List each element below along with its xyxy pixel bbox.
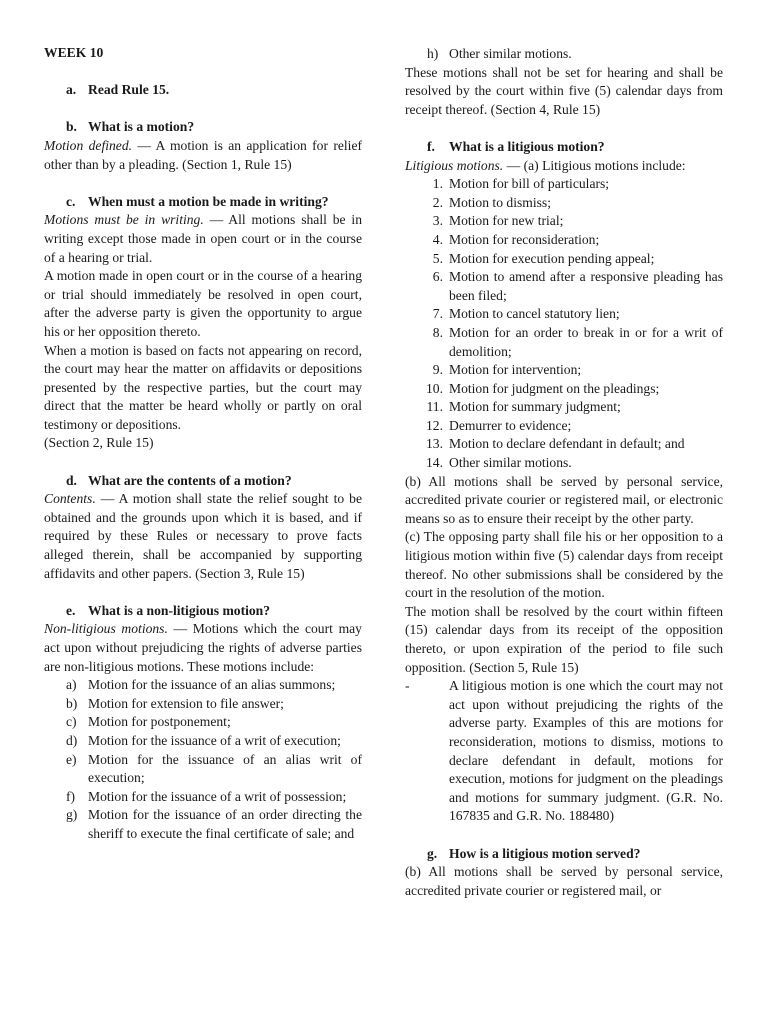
section-letter: a.	[66, 82, 77, 98]
list-item: d) Motion for the issuance of a writ of execution;	[66, 732, 341, 748]
section-a-heading	[66, 81, 362, 100]
dash-marker: -	[405, 678, 410, 694]
list-item: 11. Motion for summary judgment;	[426, 399, 621, 415]
paragraph-text: — A motion is an application for relief other than by a pleading. (Section 1, Rule 15)	[44, 137, 363, 172]
section-letter: f.	[427, 138, 435, 154]
list-item: g) Motion for the issuance of an order directing the sheriff to execute the final certificate of sale; and	[66, 807, 362, 841]
paragraph-text: — All motions shall be in writing except those made in open court or in the course of a hearing or trial.	[44, 212, 362, 265]
section-heading-text: How is a litigious motion served?	[449, 845, 641, 861]
list-item: a) Motion for the issuance of an alias summons;	[66, 677, 336, 693]
section-heading-text: What is a litigious motion?	[449, 138, 605, 154]
right-column	[405, 45, 723, 900]
paragraph-text: — (a) Litigious motions include:	[503, 157, 686, 173]
section-g-heading	[427, 845, 723, 864]
list-item: f) Motion for the issuance of a writ of possession;	[66, 788, 347, 804]
list-item: 1. Motion for bill of particulars;	[432, 176, 610, 192]
left-column	[44, 44, 362, 844]
list-item: 2. Motion to dismiss;	[432, 194, 551, 210]
list-item: 8. Motion for an order to break in or for a writ of demolition;	[432, 324, 723, 359]
list-item: h) Other similar motions.	[427, 46, 572, 61]
list-item: 9. Motion for intervention;	[432, 362, 582, 378]
note-text: A litigious motion is one which the court may not act upon without prejudicing the rights of the adverse party. Examples of this are motions for reconsideration, motions to dismiss, motions to declare defendant in default, motions for execution, motions for judgment on the pleadings and motions for summary judgment. (G.R. No. 167835 and G.R. No. 188480)	[449, 678, 723, 824]
section-b-paragraph	[44, 137, 362, 174]
section-e-paragraph	[44, 620, 362, 676]
section-letter: c.	[66, 193, 76, 209]
section-f-paragraph	[405, 157, 723, 176]
section-e-closing-paragraph: These motions shall not be set for hearing and shall be resolved by the court within five (5) calendar days from receipt thereof. (Section 4, Rule 15)	[405, 64, 723, 117]
section-c-paragraph-3: When a motion is based on facts not appearing on record, the court may hear the matter on affidavits or depositions presented by the respective parties, but the court may direct that the matter be heard wholly or partly on oral testimony or depositions.	[44, 342, 362, 432]
section-d-heading	[66, 472, 362, 491]
list-item: 13. Motion to declare defendant in default; and	[426, 436, 685, 452]
section-f-heading	[427, 138, 723, 157]
section-letter: g.	[427, 845, 438, 861]
list-item: c) Motion for postponement;	[66, 714, 231, 730]
defined-term: Contents.	[44, 491, 96, 507]
section-d-paragraph	[44, 490, 362, 583]
list-item: b) Motion for extension to file answer;	[66, 695, 284, 711]
list-item: 3. Motion for new trial;	[432, 213, 564, 229]
list-item: 10. Motion for judgment on the pleadings;	[426, 380, 660, 396]
section-f-paragraph-c: (c) The opposing party shall file his or her opposition to a litigious motion within five (5) calendar days from receipt thereof. No other submissions shall be considered by the court in the resolution of the motion.	[405, 529, 723, 601]
defined-term: Litigious motions.	[405, 157, 504, 173]
non-litigious-list-continued	[405, 45, 723, 64]
paragraph-text: — A motion shall state the relief sought to be obtained and the grounds upon which it is based, and if required by these Rules or necessary to prove facts alleged therein, shall be accompanied by supporting affidavits and other papers. (Section 3, Rule 15)	[44, 491, 362, 581]
non-litigious-list	[44, 676, 362, 843]
defined-term: Motions must be in writing.	[44, 212, 204, 228]
list-item: 14. Other similar motions.	[426, 455, 572, 471]
section-c-paragraph-2: A motion made in open court or in the course of a hearing or trial should immediately be resolved in open court, after the adverse party is given the opportunity to argue his or her opposition thereto.	[44, 268, 362, 339]
defined-term: Motion defined.	[44, 137, 133, 153]
list-item: 4. Motion for reconsideration;	[432, 231, 600, 247]
section-c-paragraph-1	[44, 211, 362, 267]
section-heading-text: When must a motion be made in writing?	[88, 193, 329, 209]
list-item: 7. Motion to cancel statutory lien;	[432, 306, 620, 322]
section-heading-text: What is a motion?	[88, 119, 195, 135]
section-g-paragraph: (b) All motions shall be served by personal service, accredited private courier or registered mail, or	[405, 864, 723, 898]
section-heading-text: Read Rule 15.	[88, 82, 170, 98]
note-item	[405, 677, 723, 826]
paragraph-text: — Motions which the court may act upon without prejudicing the rights of adverse parties are non-litigious motions. These motions include:	[44, 621, 362, 674]
section-f-paragraph-b: (b) All motions shall be served by personal service, accredited private courier or registered mail, or electronic means so as to ensure their receipt by the other party.	[405, 473, 723, 526]
week-title: WEEK 10	[44, 45, 104, 60]
litigious-list	[405, 175, 723, 473]
section-letter: b.	[66, 119, 77, 135]
defined-term: Non-litigious motions.	[44, 621, 168, 637]
list-item: 5. Motion for execution pending appeal;	[432, 250, 655, 266]
list-item: e) Motion for the issuance of an alias writ of execution;	[66, 751, 362, 786]
section-heading-text: What is a non-litigious motion?	[88, 602, 271, 618]
section-f-paragraph-d: The motion shall be resolved by the court within fifteen (15) calendar days from its receipt of the opposition thereto, or upon expiration of the period to file such opposition. (Section 5, Rule 15)	[405, 603, 723, 675]
section-letter: d.	[66, 472, 77, 488]
section-e-heading	[66, 602, 362, 621]
section-c-heading	[66, 193, 362, 212]
section-letter: e.	[66, 602, 76, 618]
section-b-heading	[66, 118, 362, 137]
list-item: 6. Motion to amend after a responsive pleading has been filed;	[432, 269, 723, 303]
section-c-citation: (Section 2, Rule 15)	[44, 435, 154, 451]
section-heading-text: What are the contents of a motion?	[88, 472, 292, 488]
list-item: 12. Demurrer to evidence;	[426, 417, 572, 433]
